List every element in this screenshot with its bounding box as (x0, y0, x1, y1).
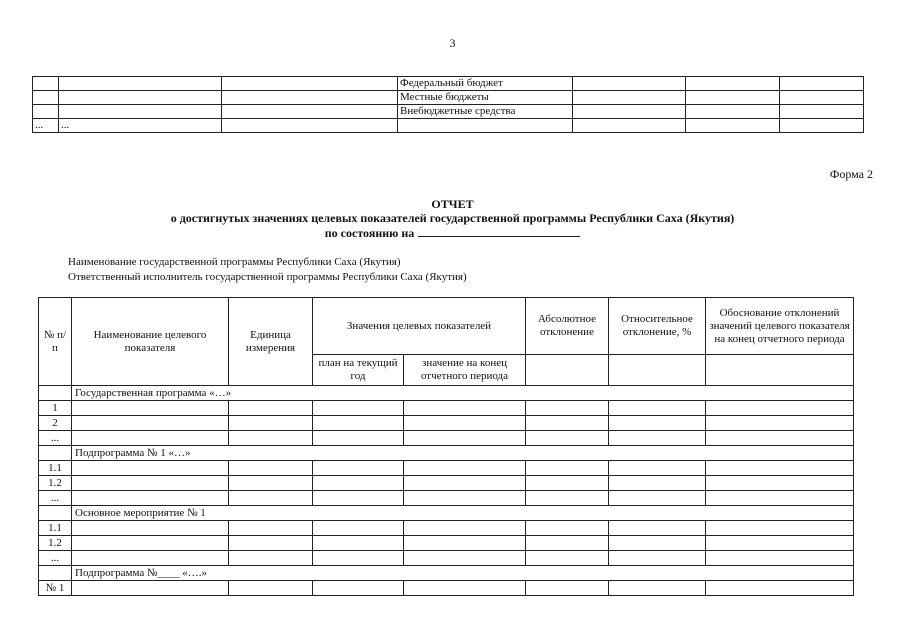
row-rel-dev (609, 431, 706, 446)
row-num: 1.1 (39, 521, 72, 536)
header-name: Наименование целевого показателя (72, 298, 229, 386)
row-unit (229, 551, 313, 566)
table-row (39, 431, 854, 446)
row-num: № 1 (39, 581, 72, 596)
row-abs-dev (526, 536, 609, 551)
row-actual (404, 401, 526, 416)
executor-line: Ответственный исполнитель государственной программы Республики Саха (Якутия) (68, 271, 467, 283)
row-plan (313, 536, 404, 551)
row-num: 1 (39, 401, 72, 416)
title-subheading: о достигнутых значениях целевых показателей государственной программы Республики Саха (Якутия) (170, 211, 735, 225)
row-actual (404, 491, 526, 506)
row-unit (229, 401, 313, 416)
row-plan (313, 521, 404, 536)
row-indicator-name (72, 431, 229, 446)
header-abs-dev: Абсолютное отклонение (526, 298, 609, 355)
row-rel-dev (609, 401, 706, 416)
table-row (39, 521, 854, 536)
row-indicator-name (72, 461, 229, 476)
budget-table (32, 76, 864, 133)
section-title: Подпрограмма № 1 «…» (72, 446, 854, 461)
section-row (39, 446, 854, 461)
budget-row (33, 77, 864, 91)
table-row (39, 416, 854, 431)
row-abs-dev (526, 431, 609, 446)
header-empty-abs (526, 355, 609, 386)
page-number: 3 (449, 36, 456, 50)
budget-cell-value (573, 77, 686, 91)
date-blank (418, 225, 580, 237)
table-row (39, 476, 854, 491)
row-reason (706, 416, 854, 431)
row-unit (229, 536, 313, 551)
table-row (39, 461, 854, 476)
budget-cell-value (686, 91, 780, 105)
row-num: 2 (39, 416, 72, 431)
budget-cell-value (686, 105, 780, 119)
row-abs-dev (526, 416, 609, 431)
row-rel-dev (609, 416, 706, 431)
row-rel-dev (609, 551, 706, 566)
as-of-label: по состоянию на (324, 226, 415, 240)
budget-cell-executor (222, 119, 398, 133)
title-date-line (0, 225, 905, 240)
table-row (39, 581, 854, 596)
row-indicator-name (72, 551, 229, 566)
row-num: ... (39, 551, 72, 566)
row-unit (229, 491, 313, 506)
budget-cell-name (59, 105, 222, 119)
row-actual (404, 536, 526, 551)
budget-source-label: Внебюджетные средства (398, 105, 573, 119)
row-reason (706, 491, 854, 506)
section-row (39, 386, 854, 401)
row-indicator-name (72, 536, 229, 551)
header-row-1 (39, 298, 854, 355)
row-unit (229, 461, 313, 476)
row-abs-dev (526, 401, 609, 416)
row-reason (706, 401, 854, 416)
row-indicator-name (72, 491, 229, 506)
header-empty-rel (609, 355, 706, 386)
row-unit (229, 581, 313, 596)
row-unit (229, 521, 313, 536)
header-reason: Обоснование отклонений значений целевого показателя на конец отчетного периода (706, 298, 854, 355)
form-label: Форма 2 (829, 167, 873, 181)
row-indicator-name (72, 401, 229, 416)
row-reason (706, 476, 854, 491)
budget-cell-name: ... (59, 119, 222, 133)
budget-cell-num (33, 105, 59, 119)
section-title: Государственная программа «…» (72, 386, 854, 401)
budget-cell-name (59, 91, 222, 105)
row-indicator-name (72, 521, 229, 536)
row-plan (313, 491, 404, 506)
row-rel-dev (609, 476, 706, 491)
budget-source-label: Федеральный бюджет (398, 77, 573, 91)
row-reason (706, 581, 854, 596)
indicators-table (38, 297, 854, 596)
row-indicator-name (72, 581, 229, 596)
table-row (39, 551, 854, 566)
row-reason (706, 536, 854, 551)
row-actual (404, 461, 526, 476)
header-unit: Единица измерения (229, 298, 313, 386)
row-unit (229, 476, 313, 491)
budget-row (33, 105, 864, 119)
header-num: № п/п (39, 298, 72, 386)
section-row (39, 566, 854, 581)
section-num-cell (39, 386, 72, 401)
row-indicator-name (72, 416, 229, 431)
header-empty-reason (706, 355, 854, 386)
section-num-cell (39, 566, 72, 581)
budget-cell-num (33, 91, 59, 105)
table-row (39, 401, 854, 416)
row-num: ... (39, 491, 72, 506)
budget-cell-value (780, 77, 864, 91)
row-rel-dev (609, 461, 706, 476)
budget-cell-value (780, 119, 864, 133)
row-plan (313, 416, 404, 431)
budget-source-label (398, 119, 573, 133)
row-abs-dev (526, 461, 609, 476)
row-actual (404, 521, 526, 536)
budget-cell-executor (222, 77, 398, 91)
row-abs-dev (526, 581, 609, 596)
row-plan (313, 476, 404, 491)
row-plan (313, 581, 404, 596)
row-num: 1.1 (39, 461, 72, 476)
title-heading: ОТЧЕТ (431, 197, 474, 211)
section-num-cell (39, 446, 72, 461)
row-rel-dev (609, 521, 706, 536)
row-reason (706, 461, 854, 476)
header-values-group: Значения целевых показателей (313, 298, 526, 355)
budget-cell-value (686, 119, 780, 133)
budget-cell-value (573, 91, 686, 105)
row-indicator-name (72, 476, 229, 491)
budget-row (33, 91, 864, 105)
row-unit (229, 416, 313, 431)
row-num: ... (39, 431, 72, 446)
budget-source-label: Местные бюджеты (398, 91, 573, 105)
header-plan: план на текущий год (313, 355, 404, 386)
row-actual (404, 551, 526, 566)
row-plan (313, 461, 404, 476)
program-name-line: Наименование государственной программы Республики Саха (Якутия) (68, 256, 401, 268)
row-actual (404, 431, 526, 446)
row-reason (706, 551, 854, 566)
header-actual: значение на конец отчетного периода (404, 355, 526, 386)
row-num: 1.2 (39, 536, 72, 551)
section-row (39, 506, 854, 521)
row-abs-dev (526, 491, 609, 506)
budget-cell-num: ... (33, 119, 59, 133)
section-title: Основное мероприятие № 1 (72, 506, 854, 521)
header-rel-dev: Относительное отклонение, % (609, 298, 706, 355)
budget-cell-executor (222, 105, 398, 119)
row-actual (404, 476, 526, 491)
budget-cell-executor (222, 91, 398, 105)
budget-cell-value (686, 77, 780, 91)
section-title: Подпрограмма №____ «….» (72, 566, 854, 581)
row-rel-dev (609, 536, 706, 551)
row-plan (313, 431, 404, 446)
row-actual (404, 416, 526, 431)
row-abs-dev (526, 521, 609, 536)
table-row (39, 536, 854, 551)
row-rel-dev (609, 581, 706, 596)
row-num: 1.2 (39, 476, 72, 491)
row-unit (229, 431, 313, 446)
budget-cell-num (33, 77, 59, 91)
budget-cell-value (780, 105, 864, 119)
report-title (0, 197, 905, 240)
budget-cell-name (59, 77, 222, 91)
budget-row (33, 119, 864, 133)
row-abs-dev (526, 551, 609, 566)
budget-cell-value (573, 105, 686, 119)
row-reason (706, 431, 854, 446)
budget-cell-value (573, 119, 686, 133)
budget-cell-value (780, 91, 864, 105)
row-actual (404, 581, 526, 596)
row-rel-dev (609, 491, 706, 506)
section-num-cell (39, 506, 72, 521)
row-reason (706, 521, 854, 536)
row-abs-dev (526, 476, 609, 491)
row-plan (313, 551, 404, 566)
table-row (39, 491, 854, 506)
row-plan (313, 401, 404, 416)
